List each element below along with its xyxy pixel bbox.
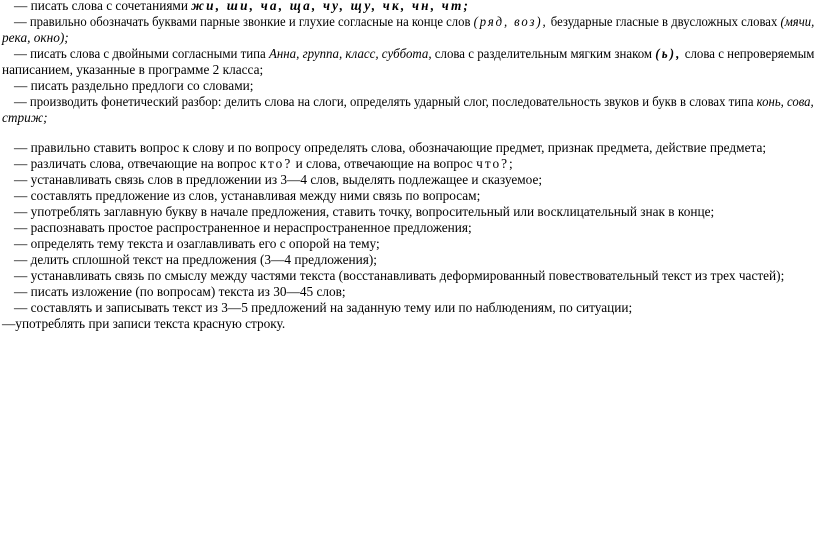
list-item bbox=[14, 220, 472, 236]
text-fragment: —употреблять при записи текста красную строку. bbox=[2, 316, 286, 331]
text-line bbox=[14, 0, 470, 14]
text-fragment: — правильно обозначать буквами парные звонкие и глухие согласные на конце слов bbox=[14, 14, 474, 29]
question-word: что?; bbox=[476, 156, 515, 171]
text-fragment: — составлять предложение из слов, устанавливая между ними связь по вопросам; bbox=[14, 188, 481, 203]
text-fragment: и слова, отвечающие на вопрос bbox=[292, 156, 477, 171]
text-line bbox=[2, 110, 48, 126]
list-item bbox=[14, 172, 542, 188]
example-words: река, окно); bbox=[2, 30, 69, 45]
text-fragment: — составлять и записывать текст из 3—5 предложений на заданную тему или по наблюдениям, по ситуации; bbox=[14, 300, 633, 315]
example-words: Анна, группа, класс, суббота, bbox=[269, 46, 432, 61]
text-fragment: — писать раздельно предлоги со словами; bbox=[14, 78, 254, 93]
example-words: (ряд, воз), bbox=[473, 14, 548, 29]
text-line bbox=[2, 62, 263, 78]
list-item bbox=[14, 156, 515, 172]
text-fragment: — писать слова с двойными согласными типа bbox=[14, 46, 270, 61]
list-item bbox=[14, 284, 346, 300]
text-line bbox=[14, 14, 814, 30]
text-line bbox=[14, 78, 253, 94]
list-item bbox=[14, 236, 380, 252]
text-fragment: безударные гласные в двусложных словах bbox=[547, 14, 781, 29]
list-item bbox=[14, 300, 632, 316]
example-words: конь, сова, bbox=[756, 94, 814, 109]
list-item bbox=[14, 268, 784, 284]
text-fragment: слова с разделительным мягким знаком bbox=[431, 46, 656, 61]
text-fragment: — правильно ставить вопрос к слову и по вопросу определять слова, обозначающие предмет, признак предмета, действие предмета; bbox=[14, 140, 767, 155]
text-fragment: слова с непроверяемым bbox=[681, 46, 815, 61]
list-item bbox=[14, 252, 377, 268]
letter-combinations: жи, ши, ча, ща, чу, щу, чк, чн, чт; bbox=[191, 0, 471, 13]
list-item bbox=[2, 316, 285, 332]
text-line bbox=[14, 94, 814, 110]
text-fragment: — определять тему текста и озаглавливать его с опорой на тему; bbox=[14, 236, 380, 251]
text-fragment: написанием, указанные в программе 2 класса; bbox=[2, 62, 264, 77]
text-fragment: — устанавливать связь слов в предложении из 3—4 слов, выделять подлежащее и сказуемое; bbox=[14, 172, 543, 187]
text-fragment: — производить фонетический разбор: делить слова на слоги, определять ударный слог, последовательность звуков и букв в словах типа bbox=[14, 94, 757, 109]
soft-sign: (ь), bbox=[655, 46, 682, 61]
text-line bbox=[14, 46, 814, 62]
text-fragment: — делить сплошной текст на предложения (3—4 предложения); bbox=[14, 252, 377, 267]
text-line bbox=[2, 30, 69, 46]
list-item bbox=[14, 140, 766, 156]
example-words: стриж; bbox=[2, 110, 48, 125]
text-fragment: — различать слова, отвечающие на вопрос bbox=[14, 156, 260, 171]
text-fragment: — употреблять заглавную букву в начале предложения, ставить точку, вопросительный или восклицательный знак в конце; bbox=[14, 204, 715, 219]
text-fragment: — писать слова с сочетаниями bbox=[14, 0, 192, 13]
list-item bbox=[14, 188, 480, 204]
question-word: кто? bbox=[259, 156, 293, 171]
text-fragment: — устанавливать связь по смыслу между частями текста (восстанавливать деформированный повествовательный текст из трех частей); bbox=[14, 268, 785, 283]
list-item bbox=[14, 204, 714, 220]
text-fragment: — распознавать простое распространенное и нераспространенное предложения; bbox=[14, 220, 472, 235]
example-words: (мячи, bbox=[780, 14, 815, 29]
text-fragment: — писать изложение (по вопросам) текста из 30—45 слов; bbox=[14, 284, 346, 299]
